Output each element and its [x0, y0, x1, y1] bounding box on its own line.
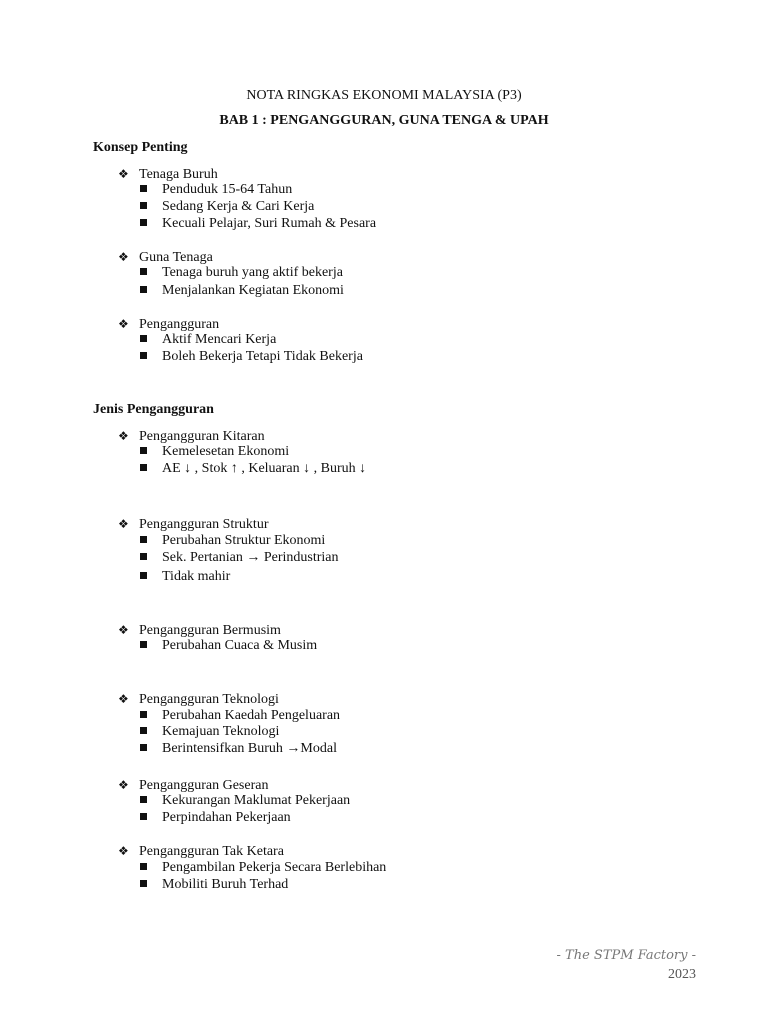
- point-text: Kemelesetan Ekonomi: [162, 444, 290, 459]
- square-bullet-icon: [140, 219, 147, 226]
- square-bullet-icon: [140, 727, 147, 734]
- point-text: Aktif Mencari Kerja: [162, 332, 277, 347]
- point-text: Tidak mahir: [162, 569, 231, 584]
- topic-item: [118, 428, 265, 445]
- square-bullet-icon: [140, 863, 147, 870]
- point-text: Perubahan Kaedah Pengeluaran: [162, 708, 341, 723]
- diamond-bullet-icon: ❖: [118, 844, 129, 858]
- point-text: Sedang Kerja & Cari Kerja: [162, 199, 315, 214]
- square-bullet-icon: [140, 335, 147, 342]
- point-item: [140, 199, 314, 215]
- point-text: Berintensifkan Buruh →Modal: [162, 741, 337, 756]
- square-bullet-icon: [140, 352, 147, 359]
- point-text: Perubahan Struktur Ekonomi: [162, 533, 326, 548]
- square-bullet-icon: [140, 268, 147, 275]
- square-bullet-icon: [140, 185, 147, 192]
- point-text: Perpindahan Pekerjaan: [162, 810, 291, 825]
- square-bullet-icon: [140, 711, 147, 718]
- point-item: [140, 182, 292, 198]
- diamond-bullet-icon: ❖: [118, 623, 129, 637]
- diamond-bullet-icon: ❖: [118, 167, 129, 181]
- point-text: Mobiliti Buruh Terhad: [162, 877, 289, 892]
- square-bullet-icon: [140, 464, 147, 471]
- point-text: Tenaga buruh yang aktif bekerja: [162, 265, 343, 280]
- diamond-bullet-icon: ❖: [118, 317, 129, 331]
- topic-item: [118, 622, 281, 639]
- point-item: [140, 444, 289, 460]
- point-item: [140, 724, 279, 740]
- point-item: [140, 708, 340, 724]
- diamond-bullet-icon: ❖: [118, 517, 129, 531]
- section-heading: Jenis Pengangguran: [93, 402, 214, 417]
- document-title: NOTA RINGKAS EKONOMI MALAYSIA (P3): [246, 88, 522, 103]
- diamond-bullet-icon: ❖: [118, 778, 129, 792]
- point-text: Penduduk 15-64 Tahun: [162, 182, 293, 197]
- section-heading: Konsep Penting: [93, 140, 188, 155]
- topic-item: [118, 316, 219, 333]
- point-item: [140, 461, 366, 477]
- topic-label: Pengangguran Teknologi: [139, 692, 279, 707]
- square-bullet-icon: [140, 880, 147, 887]
- point-item: [140, 569, 230, 585]
- square-bullet-icon: [140, 572, 147, 579]
- point-text: Menjalankan Kegiatan Ekonomi: [162, 283, 344, 298]
- point-item: [140, 533, 325, 549]
- point-text: Kekurangan Maklumat Pekerjaan: [162, 793, 351, 808]
- footer-brand: - The STPM Factory -: [556, 948, 696, 963]
- point-item: [140, 810, 291, 826]
- topic-item: [118, 691, 279, 708]
- point-item: [140, 877, 288, 893]
- diamond-bullet-icon: ❖: [118, 692, 129, 706]
- square-bullet-icon: [140, 796, 147, 803]
- topic-item: [118, 843, 284, 860]
- point-text: Perubahan Cuaca & Musim: [162, 638, 318, 653]
- point-item: [140, 283, 344, 299]
- point-item: [140, 741, 337, 757]
- point-item: [140, 216, 376, 232]
- topic-item: [118, 166, 218, 183]
- point-text: Pengambilan Pekerja Secara Berlebihan: [162, 860, 387, 875]
- point-item: [140, 793, 350, 809]
- square-bullet-icon: [140, 813, 147, 820]
- topic-item: [118, 777, 268, 794]
- square-bullet-icon: [140, 536, 147, 543]
- point-text: Boleh Bekerja Tetapi Tidak Bekerja: [162, 349, 363, 364]
- topic-label: Pengangguran Geseran: [139, 778, 269, 793]
- footer-year: 2023: [668, 967, 696, 982]
- topic-item: [118, 516, 268, 533]
- topic-item: [118, 249, 213, 266]
- topic-label: Pengangguran Tak Ketara: [139, 844, 284, 859]
- square-bullet-icon: [140, 641, 147, 648]
- point-text: Kecuali Pelajar, Suri Rumah & Pesara: [162, 216, 377, 231]
- square-bullet-icon: [140, 553, 147, 560]
- point-text: Kemajuan Teknologi: [162, 724, 280, 739]
- point-item: [140, 638, 317, 654]
- topic-label: Pengangguran Kitaran: [139, 429, 265, 444]
- topic-label: Guna Tenaga: [139, 250, 213, 265]
- chapter-title: BAB 1 : PENGANGGURAN, GUNA TENGA & UPAH: [219, 113, 549, 128]
- topic-label: Pengangguran: [139, 317, 220, 332]
- point-item: [140, 349, 363, 365]
- topic-label: Pengangguran Bermusim: [139, 623, 281, 638]
- square-bullet-icon: [140, 202, 147, 209]
- diamond-bullet-icon: ❖: [118, 429, 129, 443]
- point-item: [140, 265, 343, 281]
- square-bullet-icon: [140, 447, 147, 454]
- topic-label: Tenaga Buruh: [139, 167, 218, 182]
- point-item: [140, 860, 386, 876]
- diamond-bullet-icon: ❖: [118, 250, 129, 264]
- point-text: AE ↓ , Stok ↑ , Keluaran ↓ , Buruh ↓: [162, 461, 367, 476]
- point-text: Sek. Pertanian → Perindustrian: [162, 550, 339, 565]
- topic-label: Pengangguran Struktur: [139, 517, 269, 532]
- square-bullet-icon: [140, 286, 147, 293]
- point-item: [140, 550, 339, 566]
- square-bullet-icon: [140, 744, 147, 751]
- point-item: [140, 332, 276, 348]
